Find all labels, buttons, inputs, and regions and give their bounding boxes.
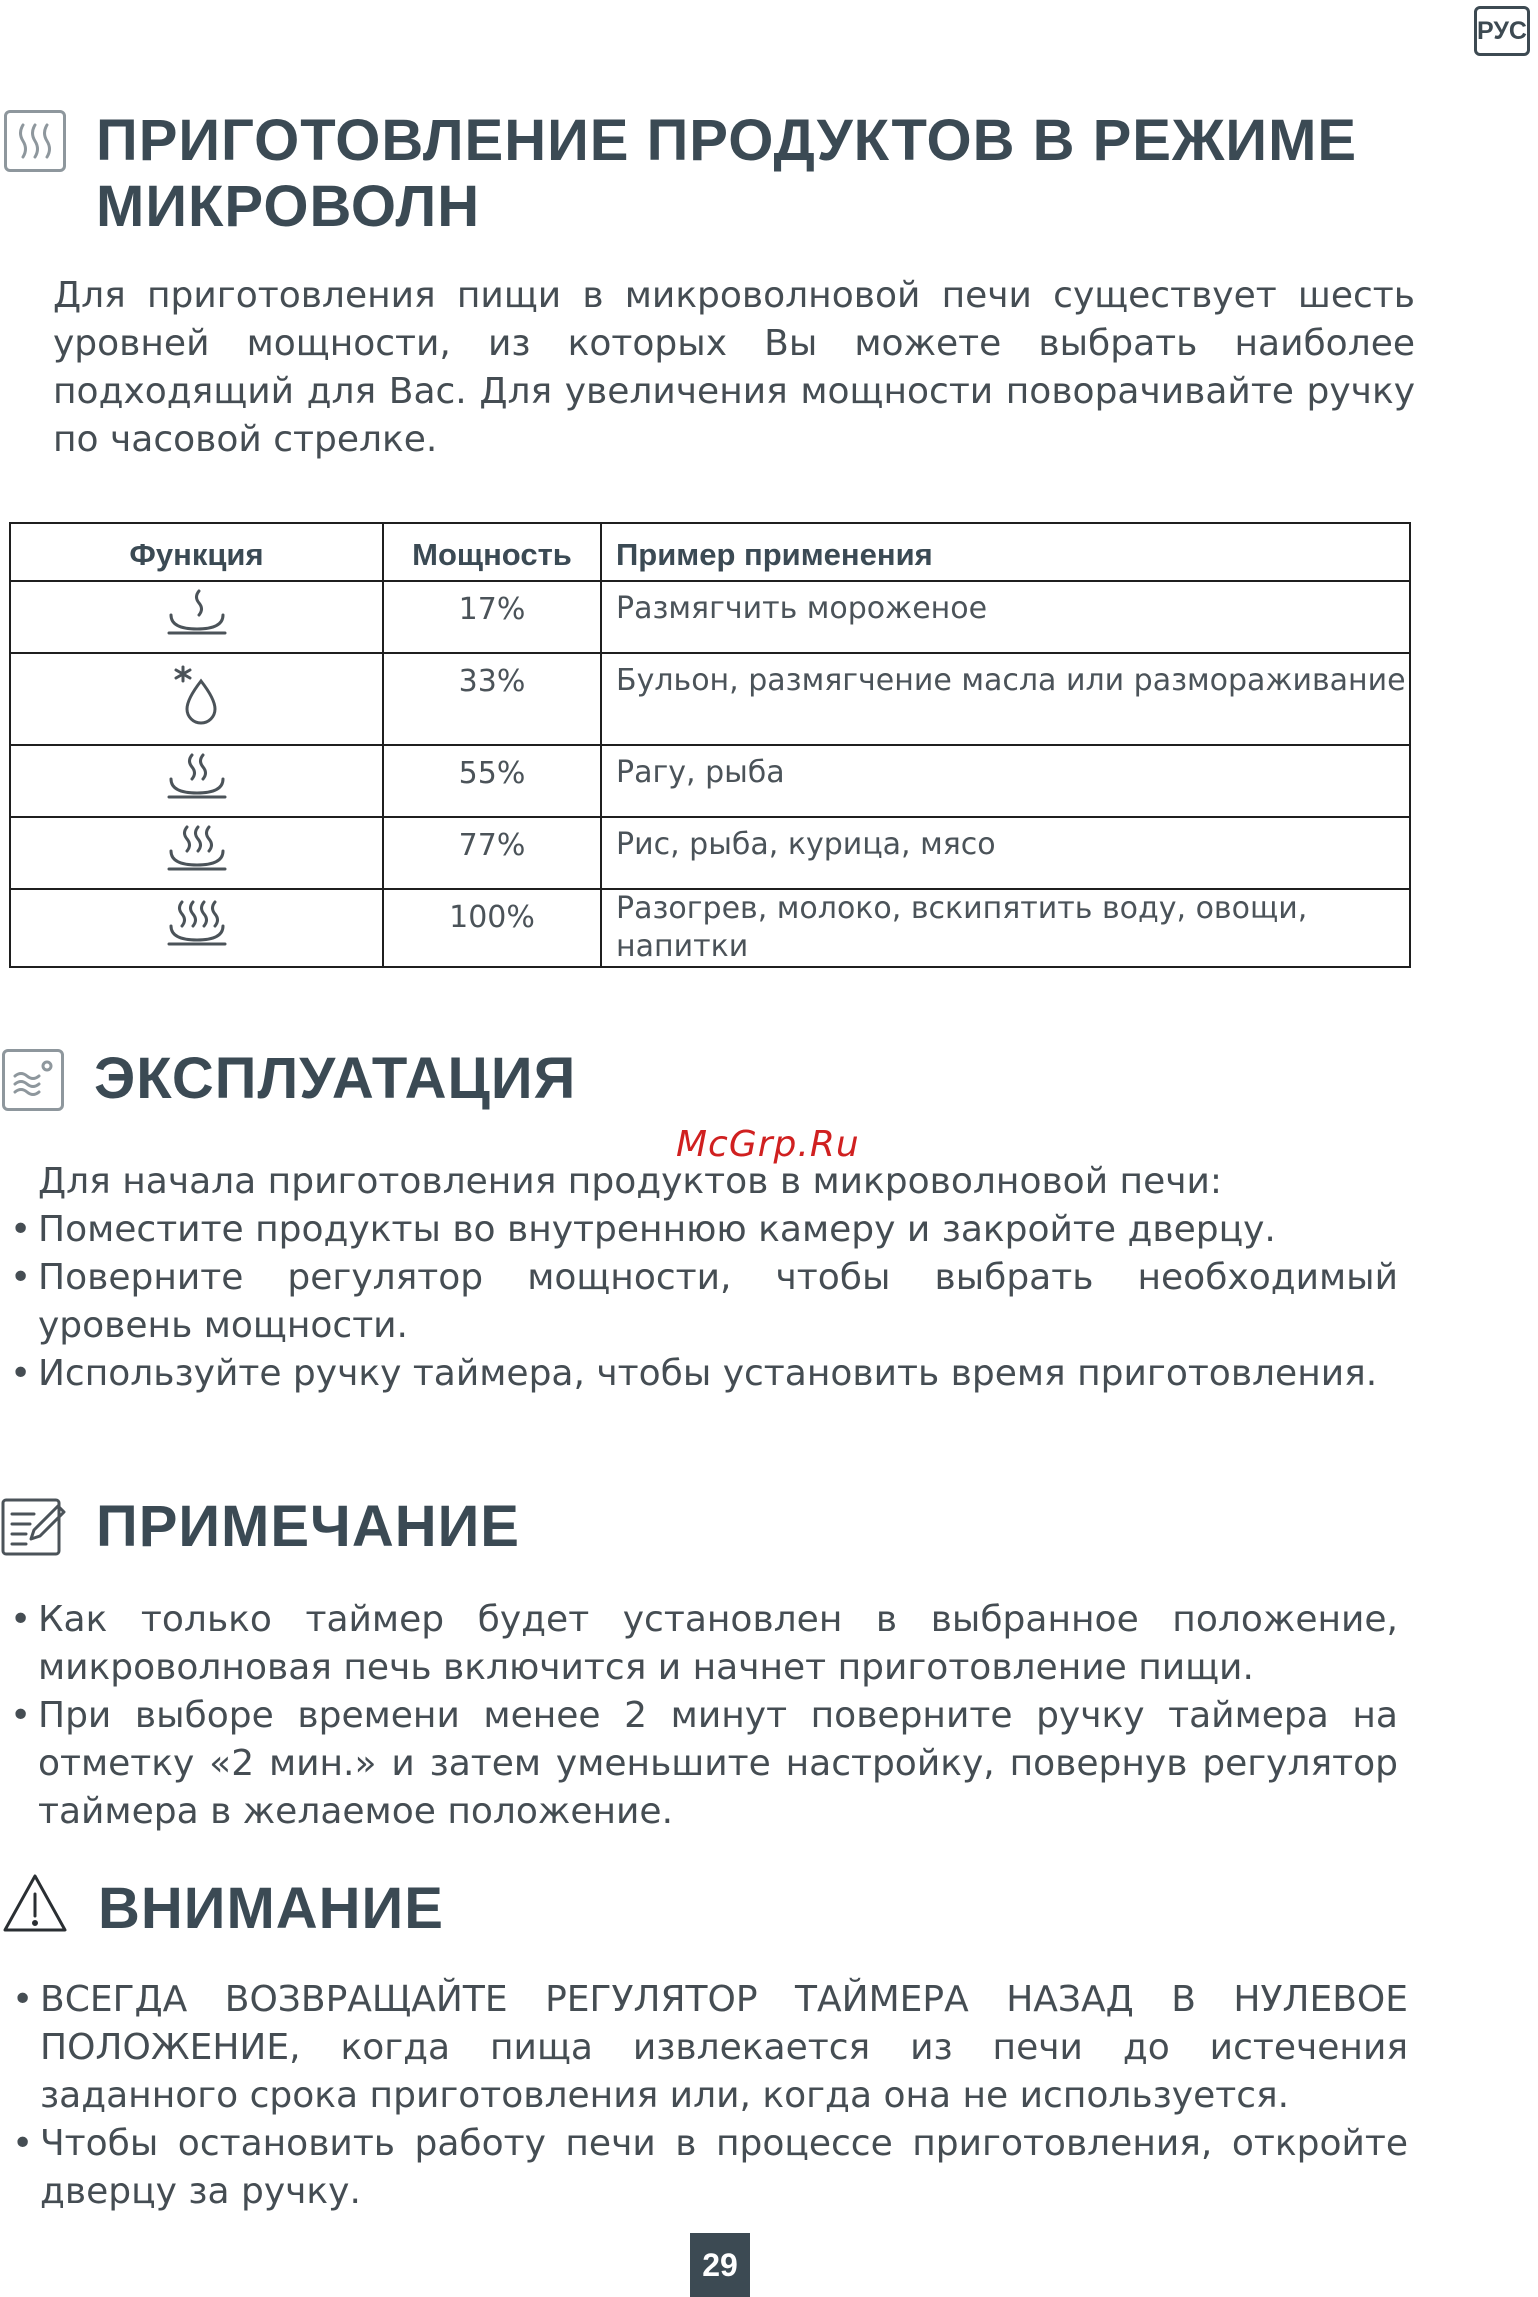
- warning-triangle-icon: [2, 1872, 68, 1938]
- table-row: [10, 581, 1410, 653]
- operation-list: [10, 1206, 1398, 1398]
- note-pencil-icon: [0, 1494, 68, 1564]
- defrost-icon: [169, 663, 225, 727]
- list-item: • Поместите продукты во внутреннюю камеру и закройте дверцу.: [10, 1206, 1398, 1254]
- title-line-1: ПРИГОТОВЛЕНИЕ ПРОДУКТОВ В РЕЖИМЕ: [96, 108, 1358, 173]
- list-item: • ВСЕГДА ВОЗВРАЩАЙТЕ РЕГУЛЯТОР ТАЙМЕРА НАЗАД В НУЛЕВОЕ ПОЛОЖЕНИЕ, когда пища извлекается из печи до истечения заданного срока приготовления или, когда она не используется.: [12, 1976, 1408, 2120]
- list-item: • При выборе времени менее 2 минут поверните ручку таймера на отметку «2 мин.» и затем уменьшите настройку, повернув регулятор таймера в желаемое положение.: [10, 1692, 1398, 1836]
- table-row: [10, 889, 1410, 967]
- header-function: Функция: [10, 523, 383, 581]
- microwave-intro-paragraph: Для приготовления пищи в микроволновой печи существует шесть уровней мощности, из которых Вы можете выбрать наиболее подходящий для Вас. Для увеличения мощности поворачивайте ручку по часовой стрелке.: [53, 275, 1415, 460]
- microwave-waves-icon: [4, 110, 66, 172]
- section-title-note: ПРИМЕЧАНИЕ: [96, 1494, 520, 1559]
- power-levels-table: [9, 522, 1411, 968]
- page-number: 29: [690, 2233, 750, 2297]
- power-value: 33%: [383, 653, 601, 745]
- table-row: [10, 817, 1410, 889]
- note-list: [10, 1596, 1398, 1836]
- watermark-text: McGrp.Ru: [676, 1124, 860, 1165]
- table-header-row: [10, 523, 1410, 581]
- example-text: Рис, рыба, курица, мясо: [601, 817, 1410, 889]
- operation-icon: [2, 1049, 64, 1111]
- operation-intro: Для начала приготовления продуктов в микроволновой печи:: [38, 1161, 1223, 1202]
- list-item: • Используйте ручку таймера, чтобы установить время приготовления.: [10, 1350, 1398, 1398]
- section-title-operation: ЭКСПЛУАТАЦИЯ: [94, 1046, 577, 1111]
- list-item: • Чтобы остановить работу печи в процессе приготовления, откройте дверцу за ручку.: [12, 2120, 1408, 2216]
- list-item: • Как только таймер будет установлен в выбранное положение, микроволновая печь включится и начнет приготовление пищи.: [10, 1596, 1398, 1692]
- warning-list: [12, 1976, 1408, 2216]
- low-heat-icon: [165, 585, 229, 641]
- medium-high-heat-icon: [165, 821, 229, 877]
- list-item: • Поверните регулятор мощности, чтобы выбрать необходимый уровень мощности.: [10, 1254, 1398, 1350]
- power-value: 100%: [383, 889, 601, 967]
- language-badge: РУС: [1474, 6, 1530, 56]
- section-title-warning: ВНИМАНИЕ: [98, 1876, 444, 1941]
- header-example: Пример применения: [601, 523, 1410, 581]
- example-text: Размягчить мороженое: [601, 581, 1410, 653]
- example-text: Бульон, размягчение масла или размораживание: [601, 653, 1410, 745]
- power-value: 55%: [383, 745, 601, 817]
- section-title-microwave: [96, 108, 1357, 240]
- title-line-2: МИКРОВОЛН: [96, 174, 481, 239]
- high-heat-icon: [165, 896, 229, 952]
- table-row: [10, 745, 1410, 817]
- header-power: Мощность: [383, 523, 601, 581]
- table-row: [10, 653, 1410, 745]
- power-value: 17%: [383, 581, 601, 653]
- medium-heat-icon: [165, 749, 229, 805]
- example-text: Рагу, рыба: [601, 745, 1410, 817]
- power-value: 77%: [383, 817, 601, 889]
- example-text: Разогрев, молоко, вскипятить воду, овощи, напитки: [601, 889, 1410, 967]
